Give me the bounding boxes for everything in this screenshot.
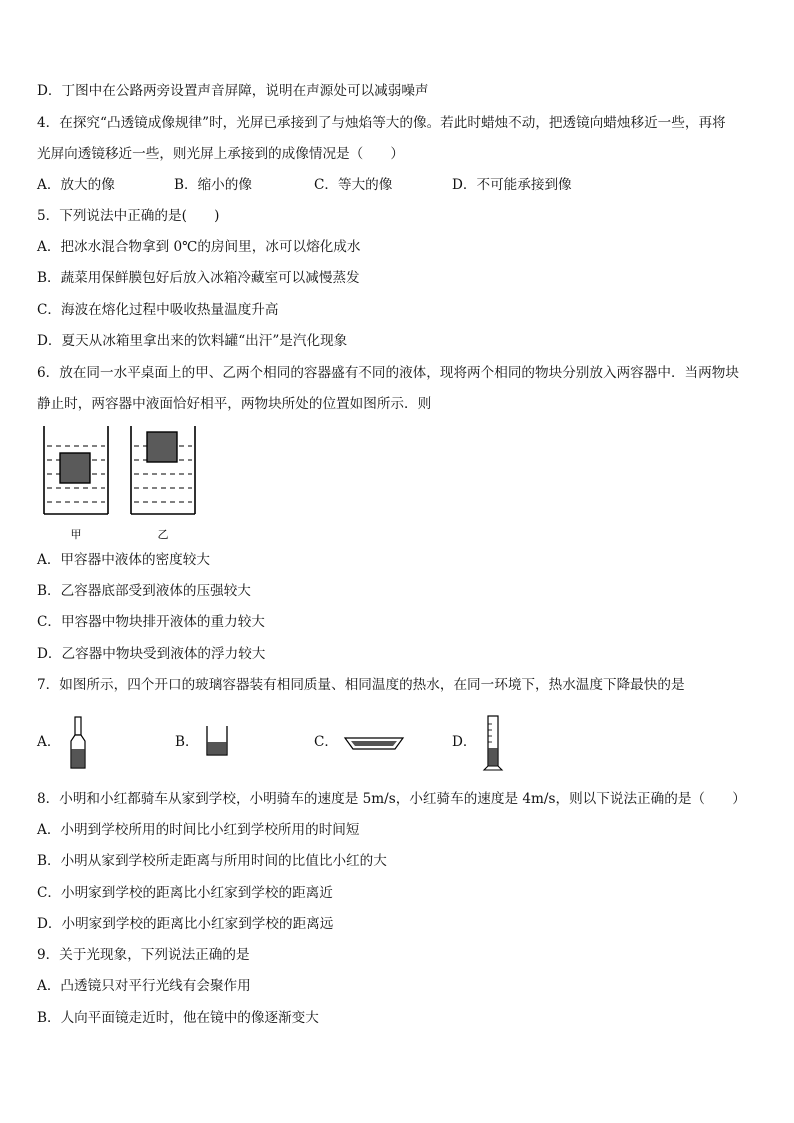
q6-option-d: D．乙容器中物块受到液体的浮力较大 [37, 646, 266, 662]
q8-option-b: B．小明从家到学校所走距离与所用时间的比值比小红的大 [37, 853, 387, 869]
q8-option-a: A．小明到学校所用的时间比小红到学校所用的时间短 [37, 822, 360, 838]
container-yi [131, 426, 195, 514]
q6-option-c: C．甲容器中物块排开液体的重力较大 [37, 614, 265, 630]
q7-option-c-label: C． [314, 734, 338, 750]
q6-containers-figure [38, 424, 208, 544]
q3-option-d: D．丁图中在公路两旁设置声音屏障，说明在声源处可以减弱噪声 [37, 83, 429, 99]
q4-stem-line2: 光屏向透镜移近一些，则光屏上承接到的成像情况是（ ） [37, 146, 405, 162]
q4-option-b: B．缩小的像 [174, 177, 252, 193]
q8-option-c: C．小明家到学校的距离比小红家到学校的距离近 [37, 885, 333, 901]
q9-option-b: B．人向平面镜走近时，他在镜中的像逐渐变大 [37, 1010, 319, 1026]
q7-stem: 7．如图所示，四个开口的玻璃容器装有相同质量、相同温度的热水，在同一环境下，热水温度下降最快的是 [37, 677, 685, 693]
q7-dish-figure [343, 734, 405, 752]
q6-option-a: A．甲容器中液体的密度较大 [37, 552, 210, 568]
q7-bottle-figure [68, 715, 88, 771]
q9-option-a: A．凸透镜只对平行光线有会聚作用 [37, 978, 251, 994]
q7-beaker-figure [205, 724, 229, 758]
block-yi [147, 432, 177, 462]
container-jia [44, 426, 108, 514]
q4-stem-line1: 4．在探究“凸透镜成像规律”时，光屏已承接到了与烛焰等大的像。若此时蜡烛不动，把透镜向蜡烛移近一些，再将 [37, 115, 726, 131]
q8-stem: 8．小明和小红都骑车从家到学校，小明骑车的速度是 5m/s，小红骑车的速度是 4m/s，则以下说法正确的是（ ） [37, 791, 746, 807]
q7-option-a-label: A． [37, 734, 61, 750]
q8-option-d: D．小明家到学校的距离比小红家到学校的距离远 [37, 916, 334, 932]
q9-stem: 9．关于光现象，下列说法正确的是 [37, 947, 250, 963]
q6-option-b: B．乙容器底部受到液体的压强较大 [37, 583, 251, 599]
q7-option-d-label: D． [452, 734, 477, 750]
q5-option-d: D．夏天从冰箱里拿出来的饮料罐“出汗”是汽化现象 [37, 333, 348, 349]
q6-stem-line1: 6．放在同一水平桌面上的甲、乙两个相同的容器盛有不同的液体，现将两个相同的物块分别放入两容器中．当两物块 [37, 365, 739, 381]
q7-option-b-label: B． [175, 734, 199, 750]
block-jia [60, 453, 90, 483]
q6-stem-line2: 静止时，两容器中液面恰好相平，两物块所处的位置如图所示．则 [37, 396, 432, 412]
q4-option-d: D．不可能承接到像 [452, 177, 572, 193]
q4-option-a: A．放大的像 [37, 177, 115, 193]
label-yi: 乙 [157, 528, 169, 541]
q5-option-a: A．把冰水混合物拿到 0℃的房间里，冰可以熔化成水 [37, 239, 361, 255]
q5-stem: 5．下列说法中正确的是( ) [37, 208, 220, 224]
q4-option-c: C．等大的像 [314, 177, 393, 193]
label-jia: 甲 [70, 528, 82, 541]
q7-cylinder-figure [482, 714, 504, 772]
q5-option-c: C．海波在熔化过程中吸收热量温度升高 [37, 302, 279, 318]
q5-option-b: B．蔬菜用保鲜膜包好后放入冰箱冷藏室可以减慢蒸发 [37, 270, 360, 286]
